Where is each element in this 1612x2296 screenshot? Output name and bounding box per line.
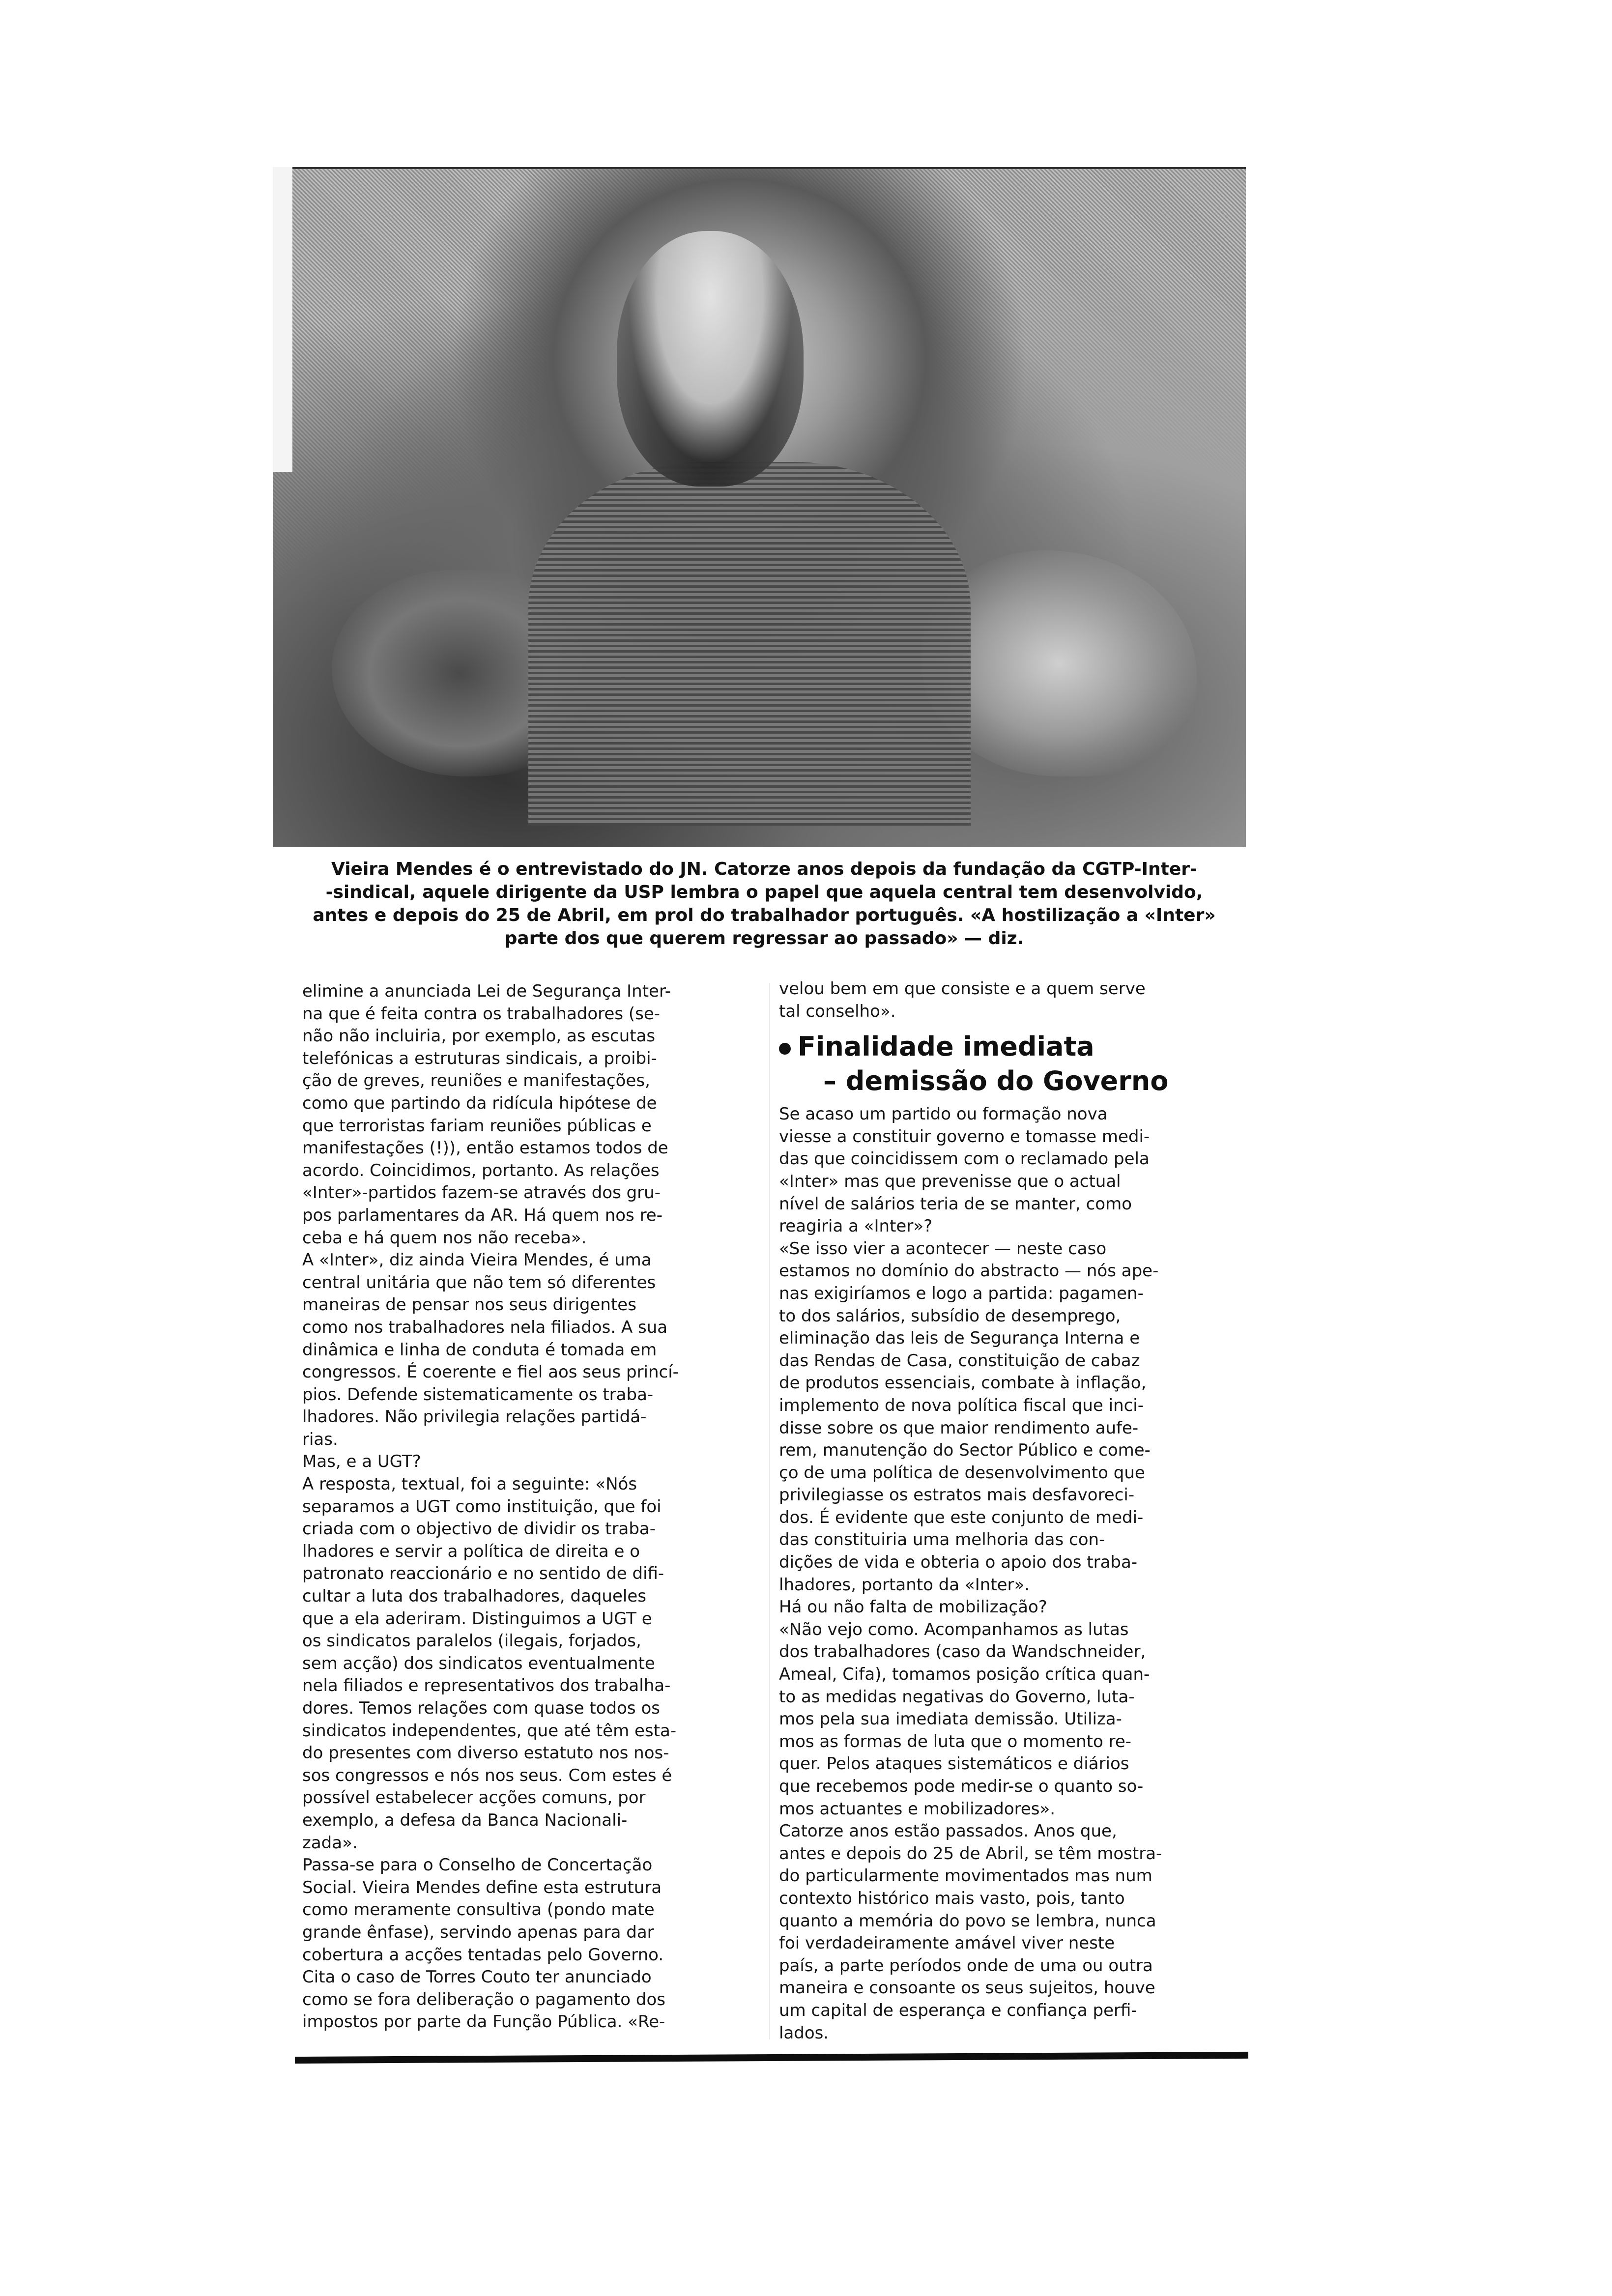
- article-line: que a ela aderiram. Distinguimos a UGT e: [302, 1608, 652, 1629]
- photo-caption: [288, 858, 1241, 950]
- right-column-body: [779, 1103, 1251, 2044]
- article-line: nas exigiríamos e logo a partida: pagamen-: [779, 1283, 1144, 1303]
- article-line: privilegiasse os estratos mais desfavoreci-: [779, 1485, 1135, 1505]
- caption-line: parte dos que querem regressar ao passado» — diz.: [504, 928, 1024, 948]
- article-line: «Inter»-partidos fazem-se através dos gru-: [302, 1183, 661, 1203]
- article-line: como se fora deliberação o pagamento dos: [302, 1989, 665, 2009]
- article-line: manifestações (!)), então estamos todos de: [302, 1138, 668, 1158]
- article-line: lhadores e servir a política de direita e o: [302, 1541, 640, 1561]
- article-line: grande ênfase), servindo apenas para dar: [302, 1922, 654, 1942]
- article-line: que recebemos pode medir-se o quanto so-: [779, 1777, 1144, 1796]
- article-line: ção de greves, reuniões e manifestações,: [302, 1071, 650, 1091]
- article-line: Catorze anos estão passados. Anos que,: [779, 1821, 1117, 1841]
- article-line: A «Inter», diz ainda Vieira Mendes, é uma: [302, 1250, 652, 1270]
- article-line: pios. Defende sistematicamente os traba-: [302, 1384, 654, 1405]
- article-line: Ameal, Cifa), tomamos posição crítica quan-: [779, 1665, 1150, 1685]
- article-line: central unitária que não tem só diferentes: [302, 1272, 656, 1292]
- article-line: das constituiria uma melhoria das con-: [779, 1530, 1105, 1550]
- article-line: quanto a memória do povo se lembra, nunca: [779, 1911, 1156, 1931]
- article-line: não não incluiria, por exemplo, as escutas: [302, 1026, 656, 1046]
- article-line: congressos. É coerente e fiel aos seus princí-: [302, 1362, 679, 1382]
- article-line: dições de vida e obteria o apoio dos traba-: [779, 1552, 1138, 1573]
- article-line: os sindicatos paralelos (ilegais, forjados,: [302, 1631, 641, 1651]
- article-line: contexto histórico mais vasto, pois, tanto: [779, 1888, 1125, 1908]
- article-line: pos parlamentares da AR. Há quem nos re-: [302, 1205, 662, 1225]
- article-line: foi verdadeiramente amável viver neste: [779, 1933, 1115, 1953]
- article-line: impostos por parte da Função Pública. «Re-: [302, 2012, 665, 2032]
- article-line: possível estabelecer acções comuns, por: [302, 1788, 646, 1808]
- article-line: como nos trabalhadores nela filiados. A sua: [302, 1317, 668, 1337]
- article-line: mos pela sua imediata demissão. Utiliza-: [779, 1709, 1122, 1729]
- article-line: rem, manutenção do Sector Público e come-: [779, 1440, 1151, 1461]
- article-line: lhadores. Não privilegia relações partidá-: [302, 1407, 647, 1427]
- photo-edge: [273, 167, 292, 472]
- article-line: eliminação das leis de Segurança Interna e: [779, 1328, 1140, 1349]
- article-line: reagiria a «Inter»?: [779, 1216, 933, 1236]
- article-line: do particularmente movimentados mas num: [779, 1866, 1152, 1886]
- section-heading-text: Finalidade imediata: [798, 1031, 1094, 1062]
- article-line: Há ou não falta de mobilização?: [779, 1597, 1047, 1617]
- article-line: zada».: [302, 1833, 358, 1853]
- newspaper-clipping: [273, 147, 1266, 2069]
- article-line: Social. Vieira Mendes define esta estrutura: [302, 1877, 662, 1897]
- article-line: como que partindo da ridícula hipótese de: [302, 1093, 657, 1113]
- article-line: nela filiados e representativos dos trabalha-: [302, 1676, 671, 1696]
- article-left-column: [302, 980, 769, 2034]
- article-line: quer. Pelos ataques sistemáticos e diários: [779, 1754, 1129, 1774]
- article-line: tal conselho».: [779, 1001, 896, 1021]
- article-line: antes e depois do 25 de Abril, se têm mostra-: [779, 1843, 1162, 1864]
- column-gutter: [769, 983, 770, 2039]
- article-line: «Não vejo como. Acompanhamos as lutas: [779, 1619, 1129, 1639]
- article-line: do presentes com diverso estatuto nos nos-: [302, 1743, 669, 1763]
- article-line: velou bem em que consiste e a quem serve: [779, 979, 1146, 999]
- article-line: to as medidas negativas do Governo, luta-: [779, 1687, 1135, 1707]
- article-line: dores. Temos relações com quase todos os: [302, 1698, 660, 1718]
- article-line: «Se isso vier a acontecer — neste caso: [779, 1238, 1107, 1259]
- caption-line: Vieira Mendes é o entrevistado do JN. Catorze anos depois da fundação da CGTP-Inter-: [331, 859, 1197, 879]
- article-line: nível de salários teria de se manter, como: [779, 1194, 1132, 1214]
- article-line: ceba e há quem nos não receba».: [302, 1228, 587, 1248]
- article-line: na que é feita contra os trabalhadores (se-: [302, 1004, 661, 1024]
- bullet-icon: [779, 1043, 791, 1055]
- article-line: sos congressos e nós nos seus. Com estes é: [302, 1765, 672, 1785]
- article-line: mos as formas de luta que o momento re-: [779, 1731, 1132, 1751]
- article-line: país, a parte períodos onde de uma ou outra: [779, 1955, 1153, 1976]
- article-line: disse sobre os que maior rendimento aufe-: [779, 1418, 1139, 1438]
- article-line: to dos salários, subsídio de desemprego,: [779, 1306, 1121, 1326]
- article-line: ço de uma política de desenvolvimento que: [779, 1463, 1145, 1483]
- article-line: dinâmica e linha de conduta é tomada em: [302, 1340, 657, 1360]
- article-line: das Rendas de Casa, constituição de cabaz: [779, 1350, 1140, 1371]
- article-line: telefónicas a estruturas sindicais, a proibi-: [302, 1048, 657, 1068]
- article-line: viesse a constituir governo e tomasse medi-: [779, 1126, 1150, 1147]
- article-line: maneira e consoante os seus sujeitos, houve: [779, 1978, 1155, 1998]
- article-line: Passa-se para o Conselho de Concertação: [302, 1855, 653, 1875]
- article-line: mos actuantes e mobilizadores».: [779, 1799, 1056, 1819]
- right-column-intro: [779, 978, 1251, 1023]
- section-heading-line-1: [779, 1030, 1251, 1064]
- caption-line: -sindical, aquele dirigente da USP lembra o papel que aquela central tem desenvolvido,: [325, 882, 1203, 902]
- article-line: A resposta, textual, foi a seguinte: «Nós: [302, 1474, 637, 1494]
- article-line: sem acção) dos sindicatos eventualmente: [302, 1653, 655, 1673]
- article-line: lados.: [779, 2023, 829, 2043]
- article-line: que terroristas fariam reuniões públicas e: [302, 1116, 652, 1136]
- article-line: sindicatos independentes, que até têm esta-: [302, 1721, 677, 1741]
- article-line: patronato reaccionário e no sentido de difi-: [302, 1564, 664, 1584]
- article-line: criada com o objectivo de dividir os traba-: [302, 1519, 656, 1539]
- article-line: Se acaso um partido ou formação nova: [779, 1104, 1108, 1124]
- article-line: Cita o caso de Torres Couto ter anunciado: [302, 1967, 652, 1987]
- article-line: um capital de esperança e confiança perfi-: [779, 2000, 1137, 2020]
- article-line: cultar a luta dos trabalhadores, daqueles: [302, 1586, 646, 1607]
- article-line: estamos no domínio do abstracto — nós ape-: [779, 1261, 1159, 1281]
- article-right-column: [779, 978, 1251, 2044]
- article-line: separamos a UGT como instituição, que foi: [302, 1496, 662, 1517]
- article-line: elimine a anunciada Lei de Segurança Inter-: [302, 981, 671, 1001]
- section-heading-line-2: – demissão do Governo: [823, 1065, 1169, 1097]
- article-line: rias.: [302, 1429, 338, 1449]
- article-line: dos. É evidente que este conjunto de medi-: [779, 1507, 1144, 1527]
- article-line: dos trabalhadores (caso da Wandschneider,: [779, 1642, 1146, 1662]
- article-line: acordo. Coincidimos, portanto. As relações: [302, 1160, 660, 1180]
- bottom-rule: [295, 2052, 1248, 2064]
- article-line: das que coincidissem com o reclamado pela: [779, 1149, 1150, 1169]
- article-line: de produtos essenciais, combate à inflação,: [779, 1373, 1147, 1393]
- caption-line: antes e depois do 25 de Abril, em prol do trabalhador português. «A hostilização a «Inter»: [313, 905, 1216, 925]
- article-line: exemplo, a defesa da Banca Nacionali-: [302, 1810, 628, 1830]
- article-line: como meramente consultiva (pondo mate: [302, 1900, 655, 1920]
- article-line: «Inter» mas que prevenisse que o actual: [779, 1171, 1121, 1191]
- photo-sweater-shape: [528, 462, 971, 826]
- article-line: cobertura a acções tentadas pelo Governo.: [302, 1945, 664, 1965]
- article-line: implemento de nova política fiscal que inci-: [779, 1395, 1144, 1415]
- article-line: lhadores, portanto da «Inter».: [779, 1575, 1030, 1595]
- article-line: maneiras de pensar nos seus dirigentes: [302, 1295, 636, 1315]
- photo-face-shape: [617, 231, 804, 487]
- article-line: Mas, e a UGT?: [302, 1452, 421, 1472]
